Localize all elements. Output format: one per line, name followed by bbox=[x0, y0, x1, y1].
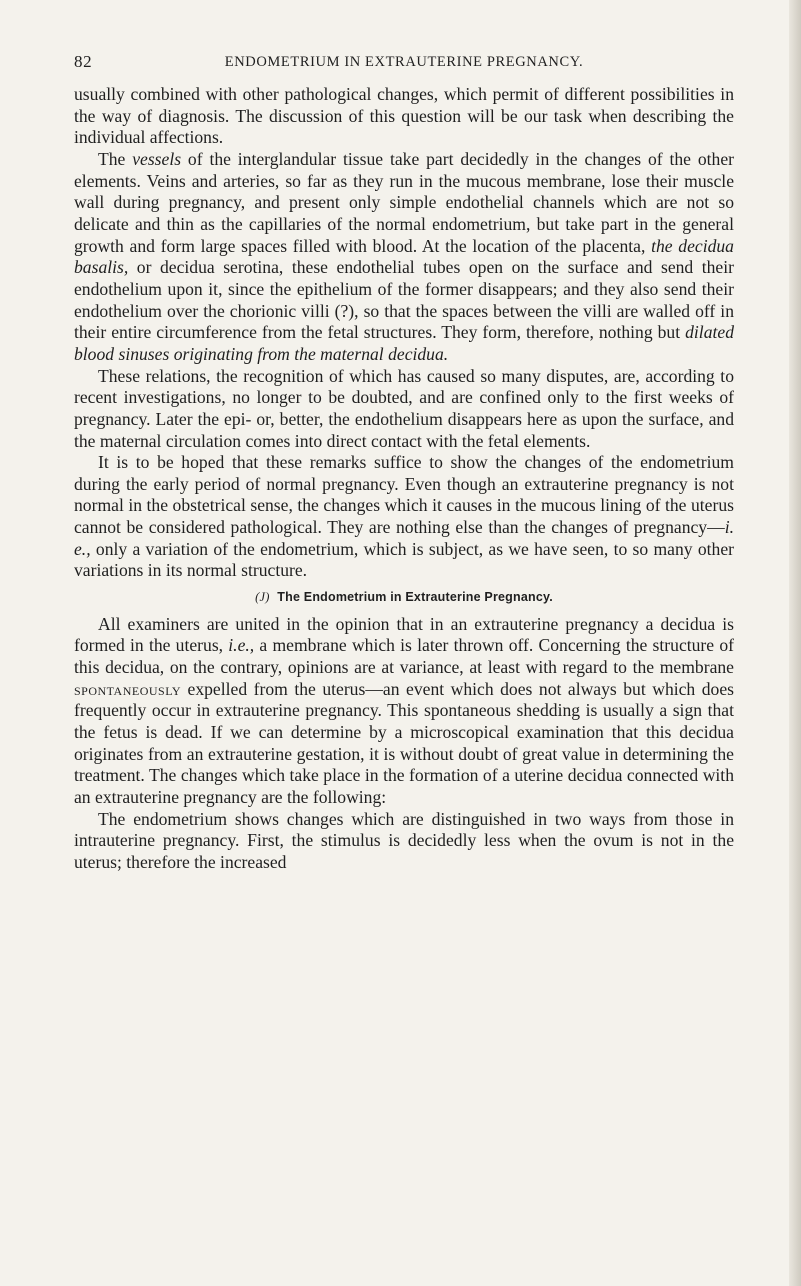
page-number: 82 bbox=[74, 52, 93, 71]
italic-term: vessels bbox=[132, 148, 182, 169]
paragraph-text: or decidua serotina, these endothelial tubes open on the surface and send their endothelium upon it, since the epithelium of the former disappears; and they also send their endothelium over the chorionic villi (?), so that the spaces between the villi are walled off in their entire circumference from the fetal structures. They form, therefore, nothing but bbox=[74, 257, 734, 343]
smallcaps-term: spontaneously bbox=[74, 678, 182, 699]
page bbox=[74, 52, 734, 874]
paragraph bbox=[74, 614, 734, 809]
italic-term: i.e., bbox=[228, 635, 255, 656]
paragraph-text: a membrane which is later thrown off. Concerning the structure of this decidua, on the contrary, opinions are at variance, at least with regard to the membrane bbox=[74, 635, 734, 678]
page-edge bbox=[789, 0, 801, 1286]
section-title: The Endometrium in Extrauterine Pregnancy. bbox=[277, 590, 553, 605]
paragraph bbox=[74, 84, 734, 149]
paragraph-text: only a variation of the endometrium, which is subject, as we have seen, to so many other variations in its normal structure. bbox=[74, 538, 734, 581]
running-title: ENDOMETRIUM IN EXTRAUTERINE PREGNANCY. bbox=[224, 54, 584, 70]
paragraph bbox=[74, 366, 734, 453]
paragraph bbox=[74, 809, 734, 874]
paragraph-text: All examiners are united in the opinion that in an extrauterine pregnancy a decidua is formed in the uterus, bbox=[74, 613, 734, 656]
paragraph-text: usually combined with other pathological changes, which permit of different possibilities in the way of diagnosis. The discussion of this question will be our task when describing the individual affections. bbox=[74, 84, 734, 148]
paragraph bbox=[74, 149, 734, 366]
running-head bbox=[74, 52, 734, 78]
italic-term: the decidua basalis, bbox=[74, 235, 734, 278]
paragraph-text: of the interglandular tissue take part decidedly in the changes of the other elements. Veins and arteries, so far as they run in the mucous membrane, lose their muscle wall during pregnancy, and present only simple endothelial channels which are not so delicate and thin as the capillaries of the normal endometrium, but take part in the general growth and form large spaces filled with blood. At the location of the placenta, bbox=[74, 148, 734, 256]
italic-term: i. e., bbox=[74, 517, 734, 559]
paragraph-text: expelled from the uterus—an event which does not always but which does frequently occur in extrauterine pregnancy. This spontaneous shedding is usually a sign that the fetus is dead. If we can determine by a microscopical examination that this decidua originates from an extrauterine gestation, it is without doubt of great value in determining the treatment. The changes which take place in the formation of a uterine decidua connected with an extrauterine pregnancy are the following: bbox=[74, 678, 734, 807]
paragraph-text: The bbox=[98, 148, 133, 169]
paragraph-text: These relations, the recognition of which has caused so many disputes, are, according to recent investigations, no longer to be doubted, and are confined only to the first weeks of pregnancy. Later the epi- or, better, the endothelium disappears here as upon the surface, and the maternal circulation comes into direct contact with the fetal elements. bbox=[74, 365, 734, 451]
paragraph-text: The endometrium shows changes which are distinguished in two ways from those in intrauterine pregnancy. First, the stimulus is decidedly less when the ovum is not in the uterus; therefore the increased bbox=[74, 808, 734, 872]
paragraph-text: It is to be hoped that these remarks suffice to show the changes of the endometrium during the early period of normal pregnancy. Even though an extrauterine pregnancy is not normal in the obstetrical sense, the changes which it causes in the mucous lining of the uterus cannot be considered pathological. They are nothing else than the changes of pregnancy— bbox=[74, 452, 734, 538]
italic-term: dilated blood sinuses originating from the maternal decidua. bbox=[74, 322, 734, 364]
paragraph bbox=[74, 452, 734, 582]
section-heading bbox=[74, 587, 734, 609]
section-number: (J) bbox=[255, 590, 270, 605]
body-text bbox=[74, 84, 734, 874]
